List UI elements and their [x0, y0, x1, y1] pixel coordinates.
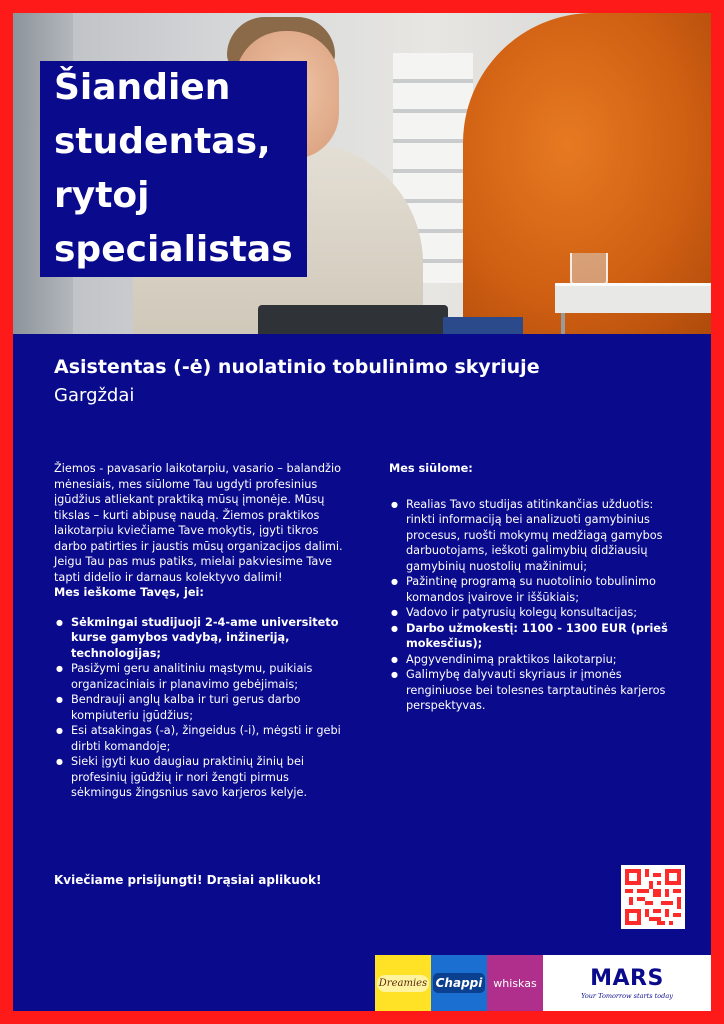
list-item: ● Vadovo ir patyrusių kolegų konsultacijas;	[389, 605, 679, 621]
job-location: Gargždai	[54, 385, 135, 406]
left-column	[54, 461, 346, 801]
offer-heading: Mes siūlome:	[389, 462, 473, 475]
laptop	[258, 305, 448, 334]
requirements-heading: Mes ieškome Tavęs, jei:	[54, 586, 204, 599]
call-to-action: Kviečiame prisijungti! Drąsiai aplikuok!	[54, 873, 322, 887]
qr-code-icon	[625, 869, 681, 925]
list-item: ● Darbo užmokestį: 1100 - 1300 EUR (prieš mokesčius);	[389, 621, 679, 652]
headline	[40, 61, 307, 277]
list-item: ● Realias Tavo studijas atitinkančias užduotis: rinkti informaciją bei analizuoti gamybinius procesus, ruošti mokymų medžiagą gamybos darbuotojams, ieškoti galimybių didžiausių gamybinių nuostolių mažinimui;	[389, 497, 679, 575]
glass-icon	[570, 253, 608, 285]
chappi-logo: Chappi	[431, 955, 487, 1011]
poster	[13, 13, 711, 1011]
intro-text: Žiemos - pavasario laikotarpiu, vasario – balandžio mėnesiais, mes siūlome Tau ugdyti profesinius įgūdžius atliekant praktiką mūsų įmonėje. Mūsų tikslas – kurti abipusę naudą. Žiemos praktikos laikotarpiu kviečiame Tave mokytis, įgyti tikros darbo patirties ir jaustis mūsų organizacijos dalimi. Jeigu Tau pas mus patiks, mielai pakviesime Tave tapti didelio ir darnaus kolektyvo dalimi!	[54, 462, 343, 584]
list-item: ● Bendrauji anglų kalba ir turi gerus darbo kompiuteriu įgūdžius;	[54, 692, 346, 723]
dreamies-logo: Dreamies	[375, 955, 431, 1011]
headline-line-2: studentas,	[40, 115, 307, 169]
headline-line-4: specialistas	[40, 223, 307, 277]
brand-bar	[375, 955, 711, 1011]
right-column	[389, 461, 679, 714]
list-item: ● Apgyvendinimą praktikos laikotarpiu;	[389, 652, 679, 668]
mars-logo: MARS Your Tomorrow starts today	[543, 955, 711, 1011]
headline-line-3: rytoj	[40, 169, 307, 223]
list-item: ● Pažintinę programą su nuotolinio tobulinimo komandos įvairove ir iššūkiais;	[389, 574, 679, 605]
headline-line-1: Šiandien	[40, 61, 307, 115]
list-item: ● Sieki įgyti kuo daugiau praktinių žinių bei profesinių įgūdžių ir nori žengti pirmus sėkmingus žingsnius savo karjeros kelyje.	[54, 754, 346, 801]
whiskas-logo: whiskas	[487, 955, 543, 1011]
list-item: ● Esi atsakingas (-a), žingeidus (-i), mėgsti ir gebi dirbti komandoje;	[54, 723, 346, 754]
offer-list	[389, 497, 679, 714]
list-item: ● Galimybę dalyvauti skyriaus ir įmonės renginiuose bei tolesnes tarptautinės karjeros perspektyvas.	[389, 667, 679, 714]
list-item: ● Pasižymi geru analitiniu mąstymu, puikiais organizaciniais ir planavimo gebėjimais;	[54, 661, 346, 692]
requirements-list	[54, 615, 346, 801]
qr-code[interactable]	[621, 865, 685, 929]
job-title: Asistentas (-ė) nuolatinio tobulinimo skyriuje	[54, 356, 540, 378]
list-item: ● Sėkmingai studijuoji 2-4-ame universiteto kurse gamybos vadybą, inžineriją, technologijas;	[54, 615, 346, 662]
